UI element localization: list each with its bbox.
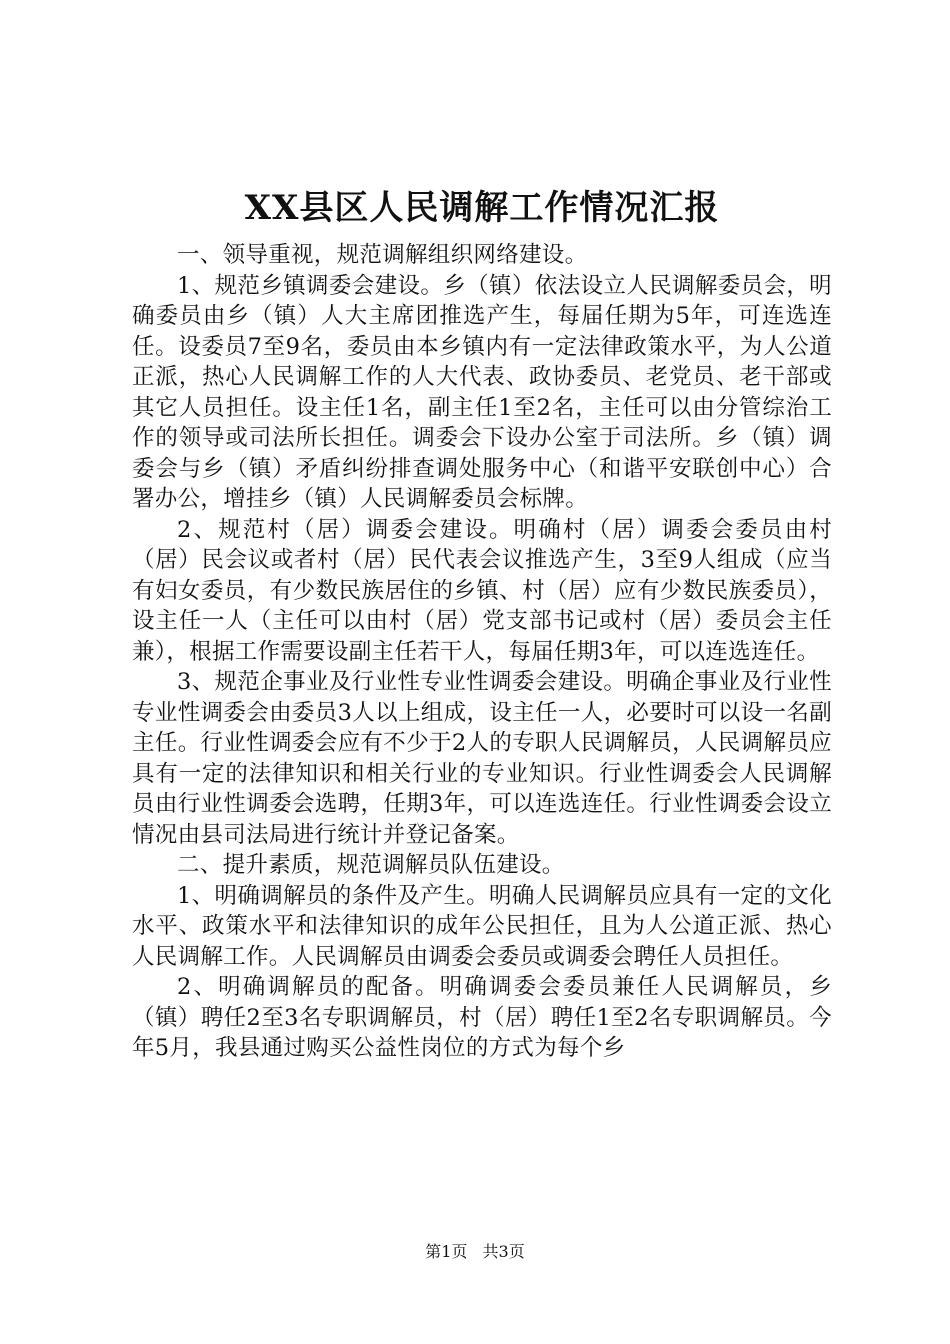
page-footer	[0, 1240, 950, 1264]
section-heading-1: 一、领导重视，规范调解组织网络建设。	[177, 242, 588, 268]
paragraph-2-1: 1、明确调解员的条件及产生。明确人民调解员应具有一定的文化水平、政策水平和法律知识的成年公民担任，且为人公道正派、热心人民调解工作。人民调解员由调委会委员或调委会聘任人员担任。	[132, 882, 832, 970]
paragraph-1-1: 1、规范乡镇调委会建设。乡（镇）依法设立人民调解委员会，明确委员由乡（镇）人大主席团推选产生，每届任期为5年，可连选连任。设委员7至9名，委员由本乡镇内有一定法律政策水平，为人公道正派，热心人民调解工作的人大代表、政协委员、老党员、老干部或其它人员担任。设主任1名，副主任1至2名，主任可以由分管综治工作的领导或司法所长担任。调委会下设办公室于司法所。乡（镇）调委会与乡（镇）矛盾纠纷排查调处服务中心（和谐平安联创中心）合署办公，增挂乡（镇）人民调解委员会标牌。	[132, 272, 832, 512]
page-total: 共3页	[482, 1242, 525, 1261]
section-heading-2: 二、提升素质，规范调解员队伍建设。	[177, 852, 565, 878]
paragraph-1-3: 3、规范企事业及行业性专业性调委会建设。明确企事业及行业性专业性调委会由委员3人以上组成，设主任一人，必要时可以设一名副主任。行业性调委会应有不少于2人的专职人民调解员，人民调解员应具有一定的法律知识和相关行业的专业知识。行业性调委会人民调解员由行业性调委会选聘，任期3年，可以连选连任。行业性调委会设立情况由县司法局进行统计并登记备案。	[132, 669, 832, 848]
page-number: 第1页	[425, 1242, 468, 1261]
document-body	[132, 182, 832, 1064]
paragraph-1-2: 2、规范村（居）调委会建设。明确村（居）调委会委员由村（居）民会议或者村（居）民代表会议推选产生，3至9人组成（应当有妇女委员，有少数民族居住的乡镇、村（居）应有少数民族委员），设主任一人（主任可以由村（居）党支部书记或村（居）委员会主任兼），根据工作需要设副主任若干人，每届任期3年，可以连选连任。	[132, 516, 832, 665]
document-title: XX县区人民调解工作情况汇报	[244, 188, 720, 228]
paragraph-2-2: 2、明确调解员的配备。明确调委会委员兼任人民调解员，乡（镇）聘任2至3名专职调解员，村（居）聘任1至2名专职调解员。今年5月，我县通过购买公益性岗位的方式为每个乡	[132, 974, 832, 1061]
